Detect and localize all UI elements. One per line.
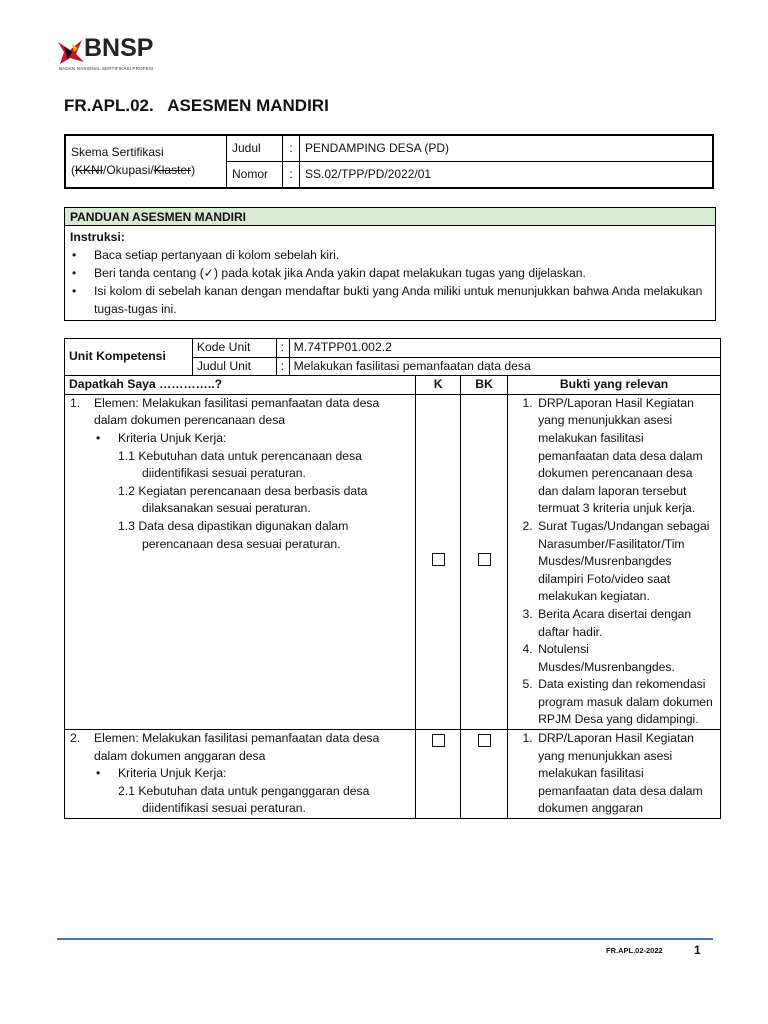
col-bukti-header: Bukti yang relevan [508,376,721,395]
instruksi-item: • Beri tanda centang (✓) pada kotak jika Anda yakin dapat melakukan tugas yang dijelaskan. [94,264,710,282]
kode-unit-label: Kode Unit [192,339,276,358]
judul-unit-label: Judul Unit [192,357,276,376]
bk-cell [461,730,508,819]
bukti-cell [508,394,721,729]
k-checkbox[interactable] [432,734,445,747]
bnsp-emblem-icon [56,36,86,68]
bukti-list [512,730,716,818]
col-bk-header: BK [461,376,508,395]
bk-checkbox[interactable] [478,553,491,566]
nomor-value: SS.02/TPP/PD/2022/01 [300,162,714,189]
judul-value: PENDAMPING DESA (PD) [300,135,714,162]
instruksi-item: • Isi kolom di sebelah kanan dengan mendaftar bukti yang Anda miliki untuk menunjukkan bahwa Anda melakukan tugas-tugas ini. [94,282,710,318]
bukti-item: 5. Data existing dan rekomendasi program masuk dalam dokumen RPJM Desa yang didampingi. [536,676,716,729]
instruksi-label: Instruksi: [70,230,125,244]
col-k-header: K [416,376,461,395]
bukti-cell [508,730,721,819]
skema-table [64,134,714,189]
skema-label-cell [65,135,227,188]
colon: : [283,135,300,162]
colon: : [276,339,289,358]
bk-checkbox[interactable] [478,734,491,747]
bk-cell [461,394,508,729]
unit-table [64,338,721,819]
nomor-label: Nomor [227,162,283,189]
element-cell: 1. Elemen: Melakukan fasilitasi pemanfaatan data desa dalam dokumen perencanaan desa • Kriteria Unjuk Kerja: 1.1 Kebutuhan data untuk perencanaan desa diidentifikasi sesuai peraturan. 1.2 Kegiatan perencanaan desa berbasis data dilaksanakan sesuai peraturan. 1.3 Data desa dipastikan digunakan dalam perencanaan desa sesuai peraturan. [65,394,416,729]
table-row [65,730,721,819]
instruksi-list [70,246,710,318]
bukti-item: 2. Surat Tugas/Undangan sebagai Narasumber/Fasilitator/Tim Musdes/Musrenbangdes dilampiri Foto/video saat melakukan kegiatan. [536,518,716,606]
col-question-header: Dapatkah Saya …………..? [65,376,416,395]
document-title: FR.APL.02. ASESMEN MANDIRI [64,96,329,115]
kuk-item: 1.1 Kebutuhan data untuk perencanaan desa diidentifikasi sesuai peraturan. [118,448,362,481]
judul-label: Judul [227,135,283,162]
colon: : [276,357,289,376]
element-title: Elemen: Melakukan fasilitasi pemanfaatan data desa dalam dokumen perencanaan desa [94,395,380,428]
skema-label-types: (KKNI/Okupasi/Klaster) [71,162,196,177]
footer-divider [57,938,713,940]
k-checkbox[interactable] [432,553,445,566]
k-cell [416,394,461,729]
bukti-item: 1. DRP/Laporan Hasil Kegiatan yang menunjukkan asesi melakukan fasilitasi pemanfaatan data desa dalam dokumen anggaran [536,730,716,818]
element-cell: 2. Elemen: Melakukan fasilitasi pemanfaatan data desa dalam dokumen anggaran desa • Kriteria Unjuk Kerja: 2.1 Kebutuhan data untuk penganggaran desa diidentifikasi sesuai peraturan. [65,730,416,819]
klaster-struck: Klaster [153,162,192,177]
bnsp-logo [56,34,166,74]
bukti-item: 3. Berita Acara disertai dengan daftar hadir. [536,606,716,641]
logo-subtitle: BADAN NASIONAL SERTIFIKASI PROFESI [59,66,154,71]
footer-doc-code: FR.APL.02-2022 [606,946,663,955]
element-title: Elemen: Melakukan fasilitasi pemanfaatan data desa dalam dokumen anggaran desa [94,731,380,763]
k-cell [416,730,461,819]
page-number: 1 [694,943,701,957]
kuk-item: 2.1 Kebutuhan data untuk penganggaran desa diidentifikasi sesuai peraturan. [118,783,370,816]
panduan-box [64,207,716,321]
logo-text: BNSP [84,34,154,62]
kkni-struck: KKNI [75,162,104,177]
kuk-item: 1.3 Data desa dipastikan digunakan dalam perencanaan desa sesuai peraturan. [118,518,349,551]
table-row [65,394,721,729]
colon: : [283,162,300,189]
bukti-list [512,395,716,729]
kuk-item: 1.2 Kegiatan perencanaan desa berbasis data dilaksanakan sesuai peraturan. [118,483,368,516]
kuk-label: Kriteria Unjuk Kerja: [118,430,227,445]
unit-kompetensi-label: Unit Kompetensi [65,339,193,376]
kuk-label: Kriteria Unjuk Kerja: [118,766,227,781]
panduan-title: PANDUAN ASESMEN MANDIRI [65,208,715,226]
instruksi-item: • Baca setiap pertanyaan di kolom sebelah kiri. [94,246,710,264]
judul-unit-value: Melakukan fasilitasi pemanfaatan data desa [289,357,720,376]
kode-unit-value: M.74TPP01.002.2 [289,339,720,358]
skema-label: Skema Sertifikasi [71,144,164,159]
bukti-item: 4. Notulensi Musdes/Musrenbangdes. [536,641,716,676]
bukti-item: 1. DRP/Laporan Hasil Kegiatan yang menunjukkan asesi melakukan fasilitasi pemanfaatan data desa dalam dokumen perencanaan desa dan dalam laporan tersebut termuat 3 kriteria unjuk kerja. [536,395,716,518]
